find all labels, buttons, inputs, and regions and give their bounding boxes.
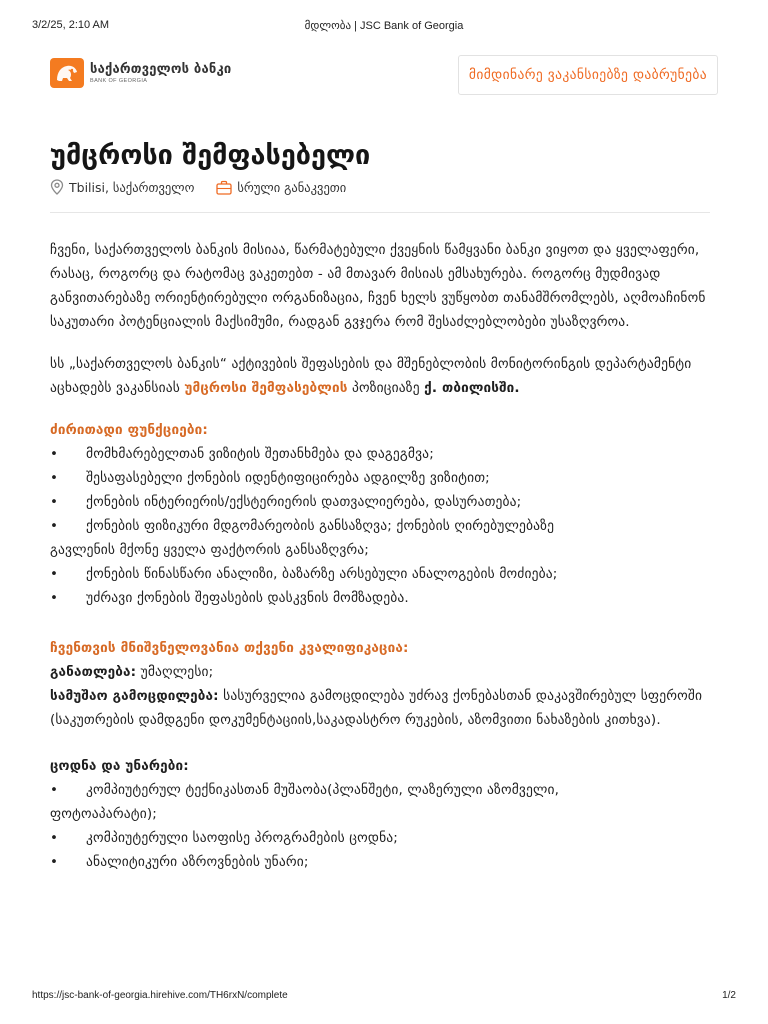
position-name: უმცროსი შემფასებლის bbox=[184, 380, 348, 396]
print-page-title: მდლობა | JSC Bank of Georgia bbox=[304, 20, 464, 32]
job-employment-text: სრული განაკვეთი bbox=[237, 179, 347, 195]
intro-paragraph: ჩვენი, საქართველოს ბანკის მისიაა, წარმატებული ქვეყნის წამყვანი ბანკი ვიყოთ და ყველაფერი, რასაც, როგორც და რატომაც ვაკეთებთ - ამ მთავარ მისიას ემსახურება. როგორც მუდმივად განვითარებაზე ორიენტირებული ორგანიზაცია, ჩვენ ხელს ვუწყობთ თანამშრომლებს, აღმოაჩინონ საკუთარი პოტენციალის მაქსიმუმი, რადგან გვჯერა რომ შესაძლებლობები უსაზღვროა. bbox=[50, 242, 706, 330]
list-item-text: შესაფასებელი ქონების იდენტიფიცირება ადგილზე ვიზიტით; bbox=[86, 470, 490, 486]
job-employment-type bbox=[216, 180, 346, 195]
list-item bbox=[50, 466, 718, 490]
lion-logo-icon bbox=[50, 58, 84, 88]
list-item bbox=[50, 442, 718, 466]
list-item bbox=[50, 586, 718, 610]
job-description bbox=[50, 238, 718, 874]
list-item bbox=[50, 514, 718, 562]
list-item bbox=[50, 826, 718, 850]
list-item-text: ქონების ფიზიკური მდგომარეობის განსაზღვა; ქონების ღირებულებაზე bbox=[86, 518, 555, 534]
top-bar bbox=[50, 55, 718, 97]
experience-line bbox=[50, 684, 718, 732]
print-datetime: 3/2/25, 2:10 AM bbox=[32, 19, 110, 31]
experience-value: სასურველია გამოცდილება უძრავ ქონებასთან დაკავშირებულ სფეროში (საკუთრების დამდგენი დოკუმენტაციის,საკადასტრო რუკების, აზომვითი ნახაზების კითხვა). bbox=[50, 688, 703, 728]
logo-subtitle: BANK OF GEORGIA bbox=[90, 77, 148, 84]
education-label: განათლება: bbox=[50, 664, 137, 680]
list-item-text: უძრავი ქონების შეფასების დასკვნის მომზადება. bbox=[86, 590, 409, 606]
skills-list bbox=[50, 778, 718, 874]
position-city: ქ. თბილისში. bbox=[424, 380, 520, 396]
announcement-text: სს „საქართველოს ბანკის“ აქტივების შეფასების და მშენებლობის მონიტორინგის დეპარტამენტი აცხადებს ვაკანსიას bbox=[50, 356, 692, 396]
experience-label: სამუშაო გამოცდილება: bbox=[50, 688, 219, 704]
print-page-number: 1/2 bbox=[722, 990, 736, 1001]
education-line bbox=[50, 660, 718, 684]
list-item bbox=[50, 562, 718, 586]
list-item-text: კომპიუტერულ ტექნიკასთან მუშაობა(პლანშეტი, ლაზერული აზომველი, bbox=[86, 782, 560, 798]
list-item-text: ქონების ინტერიერის/ექსტერიერის დათვალიერება, დასურათება; bbox=[86, 494, 522, 510]
job-location-text: Tbilisi, საქართველო bbox=[69, 179, 195, 195]
print-url[interactable]: https://jsc-bank-of-georgia.hirehive.com/TH6rxN/complete bbox=[32, 990, 288, 1001]
briefcase-icon bbox=[216, 180, 232, 195]
job-location bbox=[50, 179, 194, 195]
announcement-text-2: პოზიციაზე bbox=[347, 380, 425, 396]
divider bbox=[50, 212, 710, 213]
list-item-text: ანალიტიკური აზროვნების უნარი; bbox=[86, 854, 309, 870]
logo-name: საქართველოს ბანკი bbox=[90, 61, 232, 77]
functions-list bbox=[50, 442, 718, 610]
list-item-text: კომპიუტერული საოფისე პროგრამების ცოდნა; bbox=[86, 830, 398, 846]
list-item-wrap: გავლენის მქონე ყველა ფაქტორის განსაზღვრა; bbox=[50, 542, 369, 558]
list-item bbox=[50, 778, 718, 826]
bank-logo[interactable] bbox=[50, 58, 231, 88]
qualification-heading: ჩვენთვის მნიშვნელოვანია თქვენი კვალიფიკაცია: bbox=[50, 640, 409, 656]
list-item bbox=[50, 490, 718, 514]
list-item-text: ქონების წინასწარი ანალიზი, ბაზარზე არსებული ანალოგების მოძიება; bbox=[86, 566, 558, 582]
list-item bbox=[50, 850, 718, 874]
print-header bbox=[32, 19, 736, 35]
list-item-text: მომხმარებელთან ვიზიტის შეთანხმება და დაგეგმვა; bbox=[86, 446, 434, 462]
announcement-paragraph bbox=[50, 352, 718, 400]
functions-heading: ძირითადი ფუნქციები: bbox=[50, 422, 208, 438]
job-meta bbox=[50, 178, 346, 196]
list-item-wrap: ფოტოაპარატი); bbox=[50, 806, 157, 822]
print-footer bbox=[32, 990, 736, 1004]
education-value: უმაღლესი; bbox=[136, 664, 214, 680]
skills-heading: ცოდნა და უნარები: bbox=[50, 758, 189, 774]
location-pin-icon bbox=[50, 179, 64, 195]
back-to-vacancies-button[interactable]: მიმდინარე ვაკანსიებზე დაბრუნება bbox=[458, 55, 718, 95]
job-title: უმცროსი შემფასებელი bbox=[50, 140, 371, 171]
